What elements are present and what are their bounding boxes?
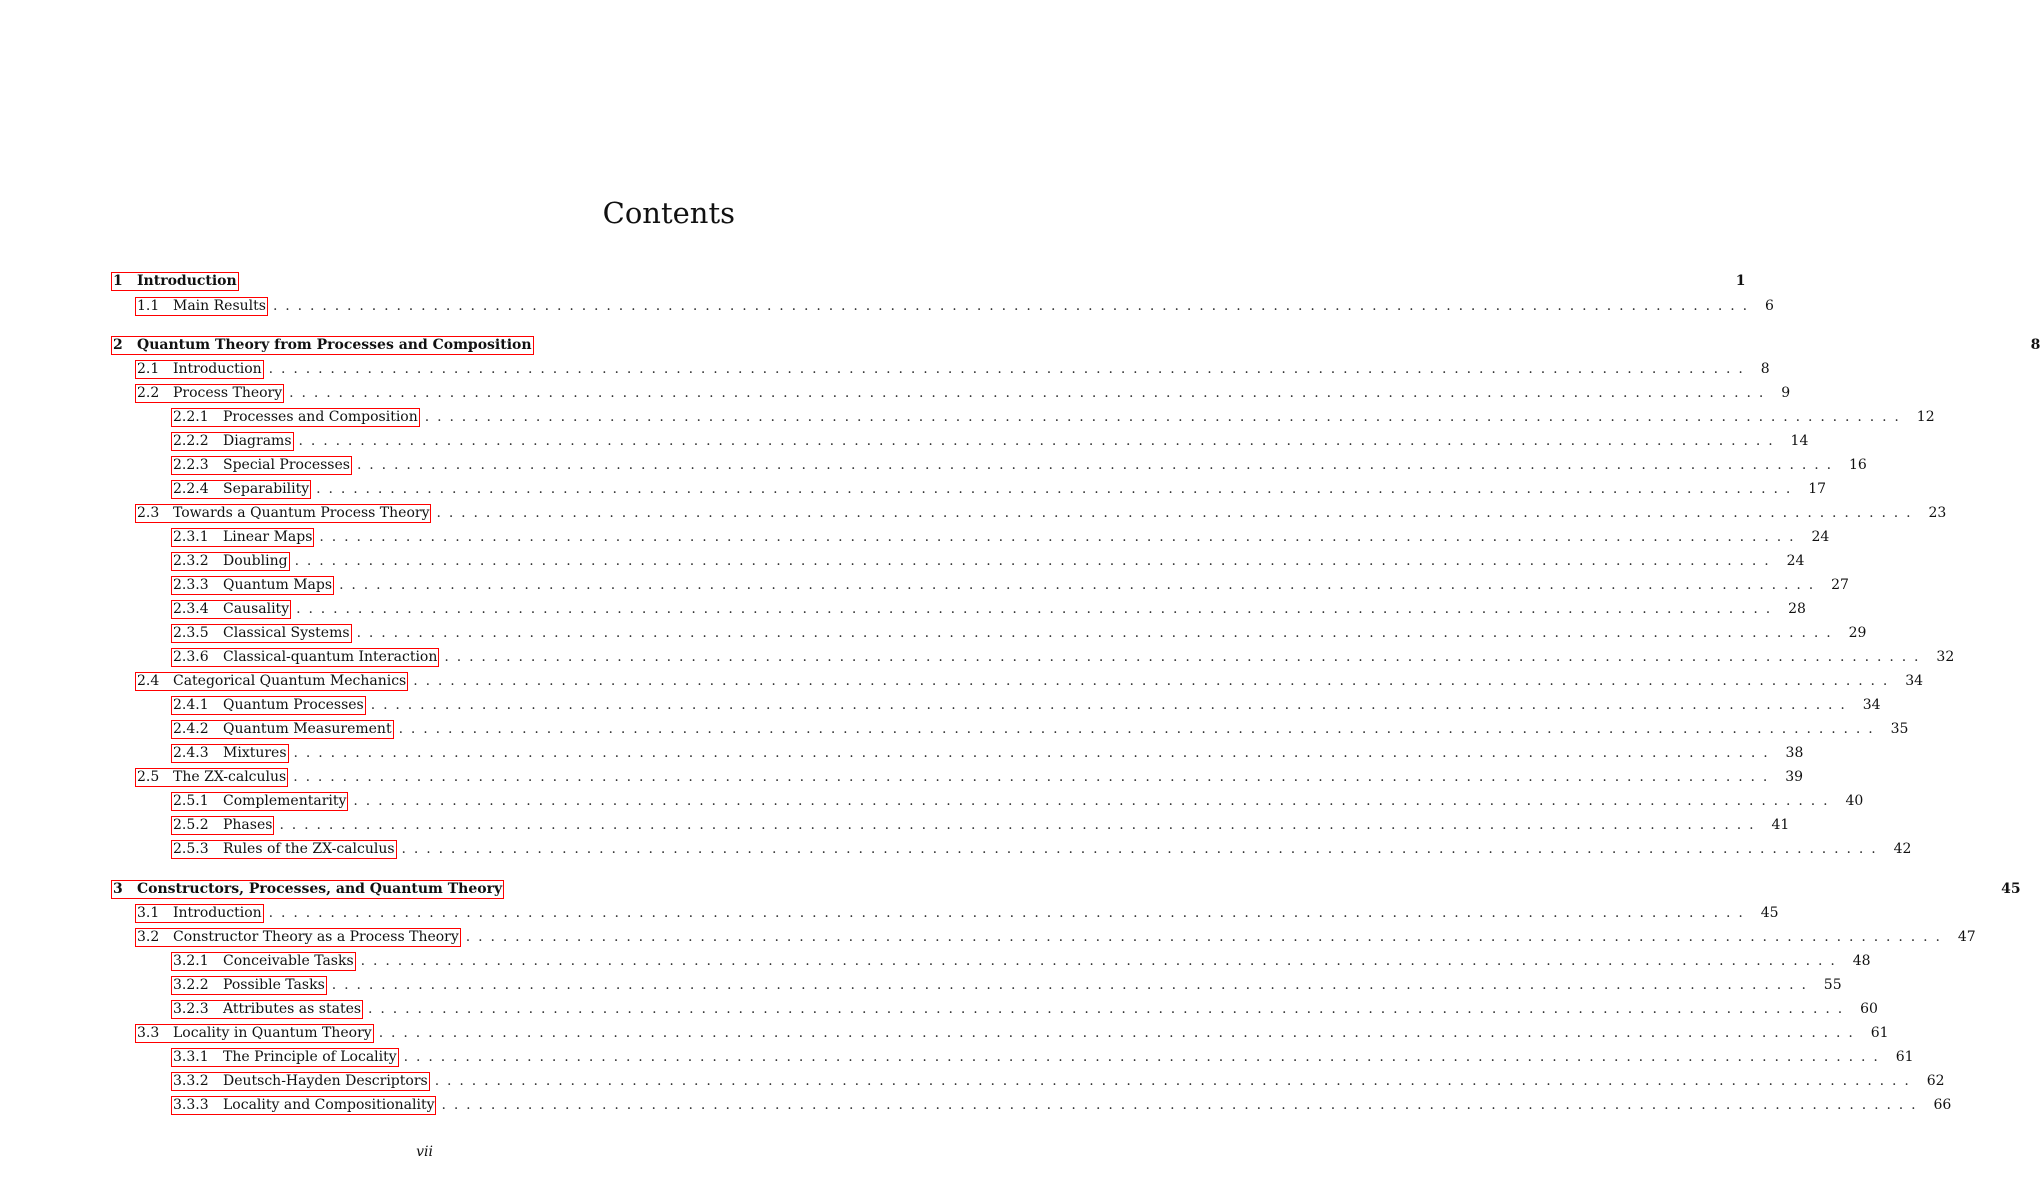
section-number: 2 bbox=[113, 336, 123, 353]
section-number: 3.2.2 bbox=[173, 976, 209, 993]
section-number: 3.3 bbox=[137, 1024, 160, 1041]
toc-link[interactable] bbox=[136, 385, 283, 402]
dot-leader: ........................................................................................................................ bbox=[319, 529, 1802, 545]
toc-link[interactable] bbox=[172, 601, 290, 618]
dot-leader: ........................................................................................................................ bbox=[272, 298, 1755, 314]
dot-leader: ........................................................................................................................ bbox=[434, 1073, 1917, 1089]
page-ref: 23 bbox=[1928, 505, 1947, 521]
toc-entry bbox=[112, 478, 1827, 500]
section-number: 3.2.1 bbox=[173, 952, 209, 969]
page-ref: 14 bbox=[1790, 433, 1809, 449]
toc-link[interactable] bbox=[112, 881, 503, 898]
section-title: Introduction bbox=[173, 904, 262, 921]
section-number: 2.3.3 bbox=[173, 576, 209, 593]
section-number: 2.1 bbox=[137, 360, 160, 377]
toc-entry bbox=[112, 742, 1804, 764]
section-number: 2.3.2 bbox=[173, 552, 209, 569]
toc-link[interactable] bbox=[172, 553, 289, 570]
section-number: 2.3.4 bbox=[173, 600, 209, 617]
toc-entry bbox=[112, 718, 1909, 740]
section-title: Mixtures bbox=[223, 744, 287, 761]
dot-leader: ........................................................................................................................ bbox=[368, 1001, 1851, 1017]
page-ref: 45 bbox=[1760, 905, 1779, 921]
page-ref: 24 bbox=[1786, 553, 1805, 569]
section-number: 3 bbox=[113, 880, 123, 897]
page-ref: 29 bbox=[1848, 625, 1867, 641]
toc-entry bbox=[112, 1070, 1945, 1092]
page-ref: 17 bbox=[1808, 481, 1827, 497]
page-ref: 38 bbox=[1785, 745, 1804, 761]
section-title: Phases bbox=[223, 816, 273, 833]
dot-leader: ........................................................................................................................ bbox=[378, 1025, 1861, 1041]
page-ref: 35 bbox=[1890, 721, 1909, 737]
section-number: 2.4.1 bbox=[173, 696, 209, 713]
page-ref: 27 bbox=[1831, 577, 1849, 593]
toc-entry bbox=[112, 622, 1867, 644]
section-number: 2.5.3 bbox=[173, 840, 209, 857]
toc-link[interactable] bbox=[172, 953, 355, 970]
toc-link[interactable] bbox=[136, 298, 267, 315]
toc-link[interactable] bbox=[172, 841, 396, 858]
section-number: 2.2.1 bbox=[173, 408, 209, 425]
page-ref: 34 bbox=[1905, 673, 1924, 689]
dot-leader: ........................................................................................................................ bbox=[403, 1049, 1886, 1065]
toc-link[interactable] bbox=[172, 1073, 429, 1090]
toc-entry bbox=[112, 526, 1830, 548]
section-title: The ZX-calculus bbox=[173, 768, 287, 785]
toc-link[interactable] bbox=[136, 361, 263, 378]
section-number: 2.2 bbox=[137, 384, 160, 401]
page-title: Contents bbox=[602, 196, 735, 230]
page-ref: 40 bbox=[1845, 793, 1864, 809]
page-ref: 8 bbox=[2030, 337, 2040, 353]
toc-entry bbox=[112, 998, 1878, 1020]
toc-entry bbox=[112, 270, 1746, 292]
section-title: Diagrams bbox=[223, 432, 292, 449]
toc-link[interactable] bbox=[172, 793, 347, 810]
section-number: 2.5.2 bbox=[173, 816, 209, 833]
page-ref: 6 bbox=[1764, 298, 1774, 314]
toc-link[interactable] bbox=[112, 273, 238, 290]
section-title: Quantum Processes bbox=[223, 696, 364, 713]
toc-entry bbox=[112, 950, 1871, 972]
toc-link[interactable] bbox=[136, 1025, 373, 1042]
section-title: Processes and Composition bbox=[223, 408, 418, 425]
section-title: Main Results bbox=[173, 297, 266, 314]
dot-leader: ........................................................................................................................ bbox=[444, 649, 1927, 665]
toc-link[interactable] bbox=[172, 977, 326, 994]
section-title: Quantum Theory from Processes and Composition bbox=[137, 336, 532, 353]
toc-link[interactable] bbox=[172, 457, 351, 474]
page-ref: 1 bbox=[1735, 273, 1746, 289]
section-number: 2.3.5 bbox=[173, 624, 209, 641]
toc-link[interactable] bbox=[172, 721, 393, 738]
dot-leader: ........................................................................................................................ bbox=[268, 905, 1751, 921]
dot-leader: ........................................................................................................................ bbox=[289, 385, 1772, 401]
toc-entry bbox=[112, 1094, 1952, 1116]
dot-leader: ........................................................................................................................ bbox=[293, 769, 1776, 785]
page-ref: 41 bbox=[1771, 817, 1790, 833]
toc-link[interactable] bbox=[172, 1049, 398, 1066]
section-number: 1 bbox=[113, 272, 123, 289]
page-ref: 9 bbox=[1781, 385, 1791, 401]
toc-entry bbox=[112, 574, 1849, 596]
dot-leader: ........................................................................................................................ bbox=[398, 721, 1881, 737]
page-number: vii bbox=[416, 1144, 433, 1160]
section-number: 1.1 bbox=[137, 297, 160, 314]
section-number: 2.5.1 bbox=[173, 792, 209, 809]
toc-entry bbox=[112, 878, 2021, 900]
dot-leader: ........................................................................................................................ bbox=[339, 577, 1822, 593]
section-title: Conceivable Tasks bbox=[223, 952, 354, 969]
page-ref: 61 bbox=[1895, 1049, 1914, 1065]
toc-entry bbox=[112, 1022, 1889, 1044]
toc-entry bbox=[112, 598, 1806, 620]
toc-entry bbox=[112, 334, 2040, 356]
dot-leader: ........................................................................................................................ bbox=[356, 457, 1839, 473]
toc-link[interactable] bbox=[172, 433, 293, 450]
toc-entry bbox=[112, 382, 1791, 404]
dot-leader: ........................................................................................................................ bbox=[298, 433, 1781, 449]
page-ref: 66 bbox=[1933, 1097, 1952, 1113]
toc-entry bbox=[112, 454, 1867, 476]
toc-entry bbox=[112, 502, 1947, 524]
section-number: 3.2 bbox=[137, 928, 160, 945]
dot-leader: ........................................................................................................................ bbox=[441, 1097, 1924, 1113]
section-title: Categorical Quantum Mechanics bbox=[173, 672, 407, 689]
toc-entry bbox=[112, 646, 1955, 668]
toc-entry bbox=[112, 838, 1912, 860]
toc-link[interactable] bbox=[172, 481, 310, 498]
section-title: Doubling bbox=[223, 552, 288, 569]
section-title: Constructors, Processes, and Quantum Theory bbox=[137, 880, 503, 897]
section-number: 2.5 bbox=[137, 768, 160, 785]
dot-leader: ........................................................................................................................ bbox=[356, 625, 1839, 641]
toc-link[interactable] bbox=[136, 769, 287, 786]
page-ref: 8 bbox=[1760, 361, 1770, 377]
toc-link[interactable] bbox=[172, 817, 273, 834]
section-title: Classical Systems bbox=[223, 624, 350, 641]
toc-link[interactable] bbox=[136, 929, 460, 946]
page-ref: 28 bbox=[1788, 601, 1806, 617]
dot-leader: ........................................................................................................................ bbox=[268, 361, 1751, 377]
toc-link[interactable] bbox=[136, 905, 263, 922]
toc-link[interactable] bbox=[172, 1097, 435, 1114]
section-number: 2.4.3 bbox=[173, 744, 209, 761]
page-ref: 34 bbox=[1862, 697, 1881, 713]
page-ref: 42 bbox=[1893, 841, 1912, 857]
dot-leader: ........................................................................................................................ bbox=[279, 817, 1762, 833]
toc-link[interactable] bbox=[172, 625, 351, 642]
section-number: 2.2.3 bbox=[173, 456, 209, 473]
section-title: Causality bbox=[223, 600, 290, 617]
page-ref: 39 bbox=[1785, 769, 1804, 785]
section-number: 2.3 bbox=[137, 504, 160, 521]
section-title: Quantum Maps bbox=[223, 576, 333, 593]
toc-entry bbox=[112, 814, 1790, 836]
page-ref: 45 bbox=[2001, 881, 2021, 897]
toc-link[interactable] bbox=[172, 577, 333, 594]
dot-leader: ........................................................................................................................ bbox=[424, 409, 1907, 425]
dot-leader: ........................................................................................................................ bbox=[296, 601, 1779, 617]
dot-leader: ........................................................................................................................ bbox=[353, 793, 1836, 809]
section-title: Introduction bbox=[137, 272, 237, 289]
dot-leader: ........................................................................................................................ bbox=[293, 745, 1776, 761]
section-title: Deutsch-Hayden Descriptors bbox=[223, 1072, 428, 1089]
toc-entry bbox=[112, 550, 1805, 572]
page-ref: 12 bbox=[1916, 409, 1935, 425]
toc-entry bbox=[112, 358, 1770, 380]
section-title: Introduction bbox=[173, 360, 262, 377]
section-number: 3.1 bbox=[137, 904, 160, 921]
page-ref: 47 bbox=[1957, 929, 1976, 945]
dot-leader: ........................................................................................................................ bbox=[331, 977, 1814, 993]
section-title: Attributes as states bbox=[223, 1000, 362, 1017]
section-number: 2.3.1 bbox=[173, 528, 209, 545]
toc-link[interactable] bbox=[172, 409, 419, 426]
page-ref: 48 bbox=[1852, 953, 1871, 969]
page-ref: 16 bbox=[1848, 457, 1867, 473]
dot-leader: ........................................................................................................................ bbox=[401, 841, 1884, 857]
section-number: 3.3.2 bbox=[173, 1072, 209, 1089]
page-ref: 24 bbox=[1811, 529, 1830, 545]
section-title: Classical-quantum Interaction bbox=[223, 648, 438, 665]
section-title: Separability bbox=[223, 480, 310, 497]
toc-entry bbox=[112, 295, 1774, 317]
toc-link[interactable] bbox=[112, 337, 533, 354]
section-number: 2.4.2 bbox=[173, 720, 209, 737]
section-number: 2.4 bbox=[137, 672, 160, 689]
section-title: Locality in Quantum Theory bbox=[173, 1024, 372, 1041]
section-title: Locality and Compositionality bbox=[223, 1096, 435, 1113]
section-number: 3.3.1 bbox=[173, 1048, 209, 1065]
toc-entry bbox=[112, 430, 1809, 452]
section-title: Possible Tasks bbox=[223, 976, 325, 993]
dot-leader: ........................................................................................................................ bbox=[370, 697, 1853, 713]
toc-link[interactable] bbox=[172, 745, 288, 762]
section-number: 2.2.4 bbox=[173, 480, 209, 497]
section-title: Special Processes bbox=[223, 456, 350, 473]
page-ref: 62 bbox=[1926, 1073, 1945, 1089]
dot-leader: ........................................................................................................................ bbox=[294, 553, 1777, 569]
toc-link[interactable] bbox=[172, 697, 365, 714]
section-title: Quantum Measurement bbox=[223, 720, 392, 737]
dot-leader: ........................................................................................................................ bbox=[436, 505, 1919, 521]
toc-entry bbox=[112, 694, 1881, 716]
toc-entry bbox=[112, 1046, 1914, 1068]
dot-leader: ........................................................................................................................ bbox=[465, 929, 1948, 945]
toc-entry bbox=[112, 926, 1976, 948]
section-title: Constructor Theory as a Process Theory bbox=[173, 928, 459, 945]
dot-leader: ........................................................................................................................ bbox=[360, 953, 1843, 969]
page-ref: 32 bbox=[1936, 649, 1955, 665]
section-number: 3.3.3 bbox=[173, 1096, 209, 1113]
toc-link[interactable] bbox=[172, 529, 313, 546]
toc-entry bbox=[112, 406, 1935, 428]
dot-leader: ........................................................................................................................ bbox=[316, 481, 1799, 497]
toc-entry bbox=[112, 902, 1779, 924]
toc-entry bbox=[112, 670, 1924, 692]
section-number: 2.2.2 bbox=[173, 432, 209, 449]
page-ref: 61 bbox=[1870, 1025, 1889, 1041]
section-title: Rules of the ZX-calculus bbox=[223, 840, 395, 857]
toc-entry bbox=[112, 790, 1864, 812]
toc-link[interactable] bbox=[172, 649, 438, 666]
toc-link[interactable] bbox=[172, 1001, 362, 1018]
dot-leader: ........................................................................................................................ bbox=[413, 673, 1896, 689]
section-title: Linear Maps bbox=[223, 528, 313, 545]
section-title: Process Theory bbox=[173, 384, 283, 401]
section-number: 3.2.3 bbox=[173, 1000, 209, 1017]
toc-link[interactable] bbox=[136, 673, 407, 690]
toc-entry bbox=[112, 766, 1804, 788]
toc-entry bbox=[112, 974, 1842, 996]
section-title: The Principle of Locality bbox=[223, 1048, 397, 1065]
page-ref: 60 bbox=[1860, 1001, 1878, 1017]
page-ref: 55 bbox=[1823, 977, 1842, 993]
section-number: 2.3.6 bbox=[173, 648, 209, 665]
section-title: Complementarity bbox=[223, 792, 347, 809]
section-title: Towards a Quantum Process Theory bbox=[173, 504, 430, 521]
toc-link[interactable] bbox=[136, 505, 430, 522]
